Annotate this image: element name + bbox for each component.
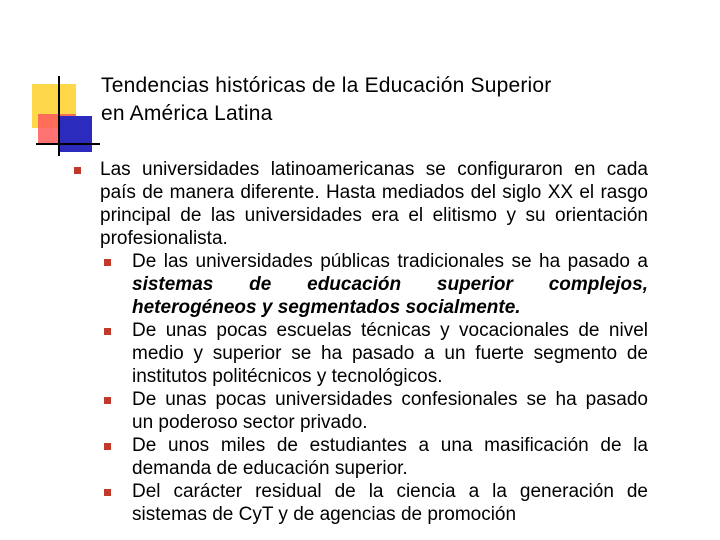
slide-content bbox=[74, 158, 648, 526]
title-line-1: Tendencias históricas de la Educación Superior bbox=[101, 74, 552, 97]
sub-bullet bbox=[104, 388, 648, 434]
square-bullet-icon bbox=[104, 397, 111, 404]
sub-bullet-text: De unos miles de estudiantes a una masificación de la demanda de educación superior. bbox=[132, 435, 648, 479]
main-bullet-text: Las universidades latinoamericanas se configuraron en cada país de manera diferente. Hasta mediados del siglo XX el rasgo principal de las universidades era el elitismo y su orientación profesionalista. bbox=[100, 159, 648, 249]
sub-bullet bbox=[104, 319, 648, 388]
square-bullet-icon bbox=[104, 328, 111, 335]
square-bullet-icon bbox=[104, 489, 111, 496]
logo-horizontal-line bbox=[36, 143, 100, 145]
sub-bullet bbox=[104, 434, 648, 480]
sub-bullet bbox=[104, 250, 648, 319]
sub-bullet-text: De unas pocas universidades confesionales se ha pasado un poderoso sector privado. bbox=[132, 389, 648, 433]
square-bullet-icon bbox=[74, 167, 81, 174]
sub-bullet-text: De unas pocas escuelas técnicas y vocacionales de nivel medio y superior se ha pasado a un fuerte segmento de institutos politécnicos y tecnológicos. bbox=[132, 320, 648, 387]
logo-blue-square bbox=[60, 116, 92, 152]
sub-bullet-text: De las universidades públicas tradicionales se ha pasado a bbox=[132, 251, 648, 272]
main-bullet bbox=[74, 158, 648, 250]
title-line-2: en América Latina bbox=[101, 102, 273, 125]
slide-title bbox=[101, 72, 681, 128]
square-bullet-icon bbox=[104, 259, 111, 266]
sub-bullet-text: Del carácter residual de la ciencia a la generación de sistemas de CyT y de agencias de promoción bbox=[132, 481, 648, 525]
sub-bullet bbox=[104, 480, 648, 526]
sub-bullet-emphasis: sistemas de educación superior complejos, heterogéneos y segmentados socialmente. bbox=[132, 274, 648, 318]
square-bullet-icon bbox=[104, 443, 111, 450]
slide-logo-decoration bbox=[0, 0, 110, 160]
